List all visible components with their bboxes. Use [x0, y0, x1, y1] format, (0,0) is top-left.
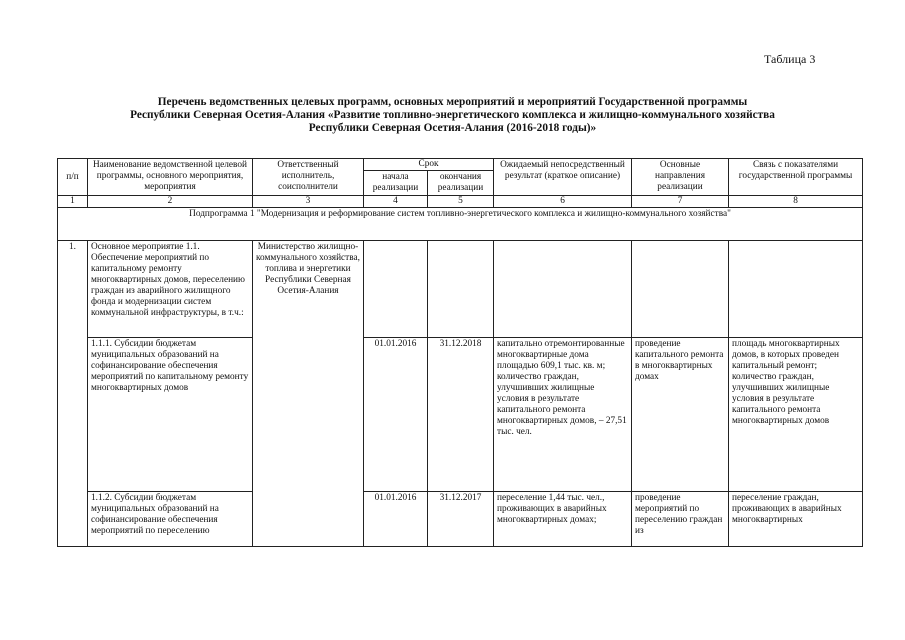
row-number: 1.	[58, 241, 88, 547]
table-row	[58, 241, 863, 338]
col-number: 8	[729, 196, 863, 208]
row-start	[364, 241, 428, 338]
header-term: Срок	[364, 159, 494, 171]
col-number: 7	[632, 196, 729, 208]
row-start: 01.01.2016	[364, 338, 428, 492]
header-directions: Основные направления реализации	[632, 159, 729, 196]
subprogram-title: Подпрограмма 1 "Модернизация и реформирование систем топливно-энергетического комплекса и жилищно-коммунального хозяйства"	[58, 208, 863, 241]
row-name: 1.1.2. Субсидии бюджетам муниципальных образований на софинансирование обеспечения мероприятий по переселению	[88, 492, 253, 547]
header-link: Связь с показателями государственной программы	[729, 159, 863, 196]
row-directions: проведение мероприятий по переселению граждан из	[632, 492, 729, 547]
col-number: 6	[494, 196, 632, 208]
row-start: 01.01.2016	[364, 492, 428, 547]
document-title	[80, 96, 825, 135]
programs-table	[57, 158, 863, 547]
title-line: Республики Северная Осетия-Алания «Развитие топливно-энергетического комплекса и жилищно-коммунального хозяйства	[130, 109, 775, 121]
row-directions: проведение капитального ремонта в многоквартирных домах	[632, 338, 729, 492]
header-end: окончания реализации	[428, 171, 494, 196]
row-name: 1.1.1. Субсидии бюджетам муниципальных образований на софинансирование обеспечения мероприятий по капитальному ремонту многоквартирных домов	[88, 338, 253, 492]
row-result	[494, 241, 632, 338]
row-directions	[632, 241, 729, 338]
row-name: Основное мероприятие 1.1. Обеспечение мероприятий по капитальному ремонту многоквартирных домов, переселению граждан из аварийного жилищного фонда и модернизации систем коммунальной инфраструктуры, в т.ч.:	[88, 241, 253, 338]
row-end	[428, 241, 494, 338]
subprogram-row	[58, 208, 863, 241]
header-start: начала реализации	[364, 171, 428, 196]
row-link: переселение граждан, проживающих в аварийных многоквартирных	[729, 492, 863, 547]
row-result: переселение 1,44 тыс. чел., проживающих в аварийных многоквартирных домах;	[494, 492, 632, 547]
row-responsible: Министерство жилищно-коммунального хозяйства, топлива и энергетики Республики Северная Осетия-Алания	[253, 241, 364, 547]
col-number: 2	[88, 196, 253, 208]
row-link	[729, 241, 863, 338]
header-name: Наименование ведомственной целевой программы, основного мероприятия, мероприятия	[88, 159, 253, 196]
col-number: 4	[364, 196, 428, 208]
row-link: площадь многоквартирных домов, в которых проведен капитальный ремонт; количество граждан, улучшивших жилищные условия в результате капитального ремонта многоквартирных домов	[729, 338, 863, 492]
header-pp: п/п	[58, 159, 88, 196]
col-number: 1	[58, 196, 88, 208]
row-end: 31.12.2017	[428, 492, 494, 547]
title-line: Республики Северная Осетия-Алания (2016-2018 годы)»	[308, 122, 597, 134]
col-number: 5	[428, 196, 494, 208]
column-numbers-row	[58, 196, 863, 208]
header-row	[58, 159, 863, 171]
row-result: капитально отремонтированные многоквартирные дома площадью 609,1 тыс. кв. м; количество граждан, улучшивших жилищные условия в результате капитального ремонта многоквартирных домов, – 27,51 тыс. чел.	[494, 338, 632, 492]
table-row	[58, 492, 863, 547]
table-label: Таблица 3	[764, 52, 816, 66]
row-end: 31.12.2018	[428, 338, 494, 492]
header-result: Ожидаемый непосредственный результат (краткое описание)	[494, 159, 632, 196]
header-responsible: Ответственный исполнитель, соисполнители	[253, 159, 364, 196]
title-line: Перечень ведомственных целевых программ, основных мероприятий и мероприятий Государственной программы	[157, 96, 748, 108]
table-row	[58, 338, 863, 492]
col-number: 3	[253, 196, 364, 208]
